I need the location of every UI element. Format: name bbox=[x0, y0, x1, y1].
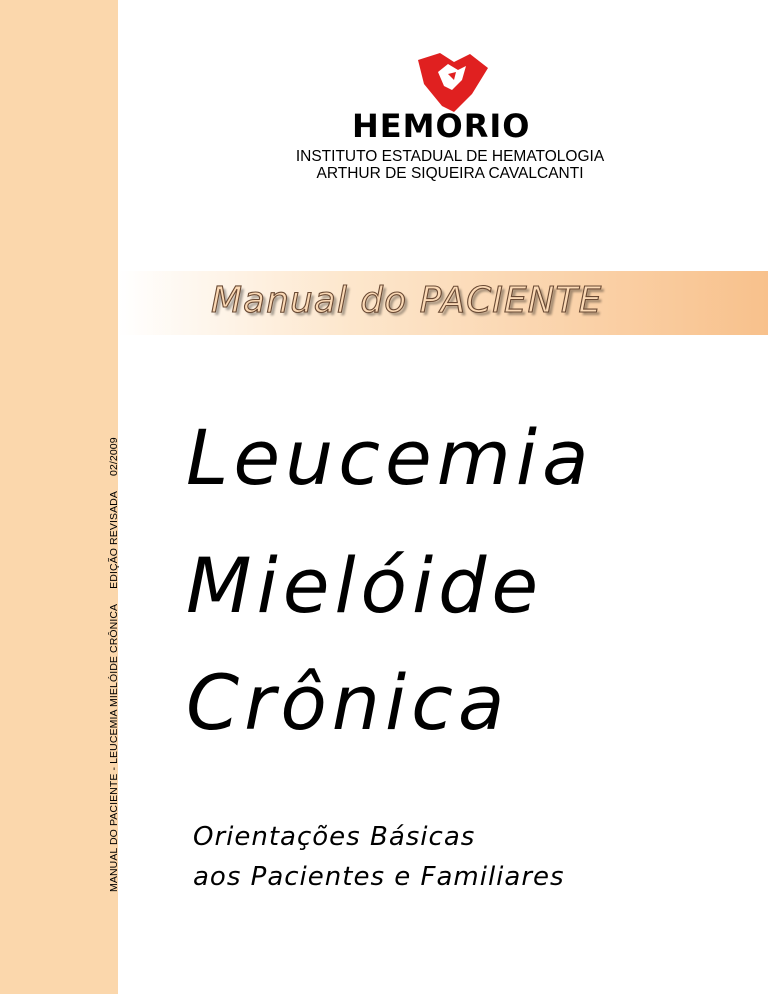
brand-name: HEMORIO bbox=[352, 107, 531, 145]
spine-edition: EDIÇÃO REVISADA bbox=[108, 491, 120, 589]
main-title-line-2: Mielóide bbox=[186, 541, 544, 630]
institute-line-1: INSTITUTO ESTADUAL DE HEMATOLOGIA bbox=[295, 148, 605, 165]
spine-date: 02/2009 bbox=[108, 437, 120, 476]
main-title-line-1: Leucemia bbox=[186, 413, 594, 502]
subtitle-line-2: aos Pacientes e Familiares bbox=[193, 862, 565, 892]
main-title-line-3: Crônica bbox=[186, 658, 510, 747]
institute-line-2: ARTHUR DE SIQUEIRA CAVALCANTI bbox=[316, 165, 584, 182]
hemorio-logo-icon bbox=[414, 50, 490, 114]
subtitle-line-1: Orientações Básicas bbox=[193, 822, 476, 852]
banner-title: Manual do PACIENTE bbox=[211, 280, 603, 321]
spine-band bbox=[0, 0, 118, 994]
spine-title: MANUAL DO PACIENTE - LEUCEMIA MIELÓIDE CRÔNICA bbox=[108, 603, 120, 892]
spine-text bbox=[108, 437, 120, 892]
